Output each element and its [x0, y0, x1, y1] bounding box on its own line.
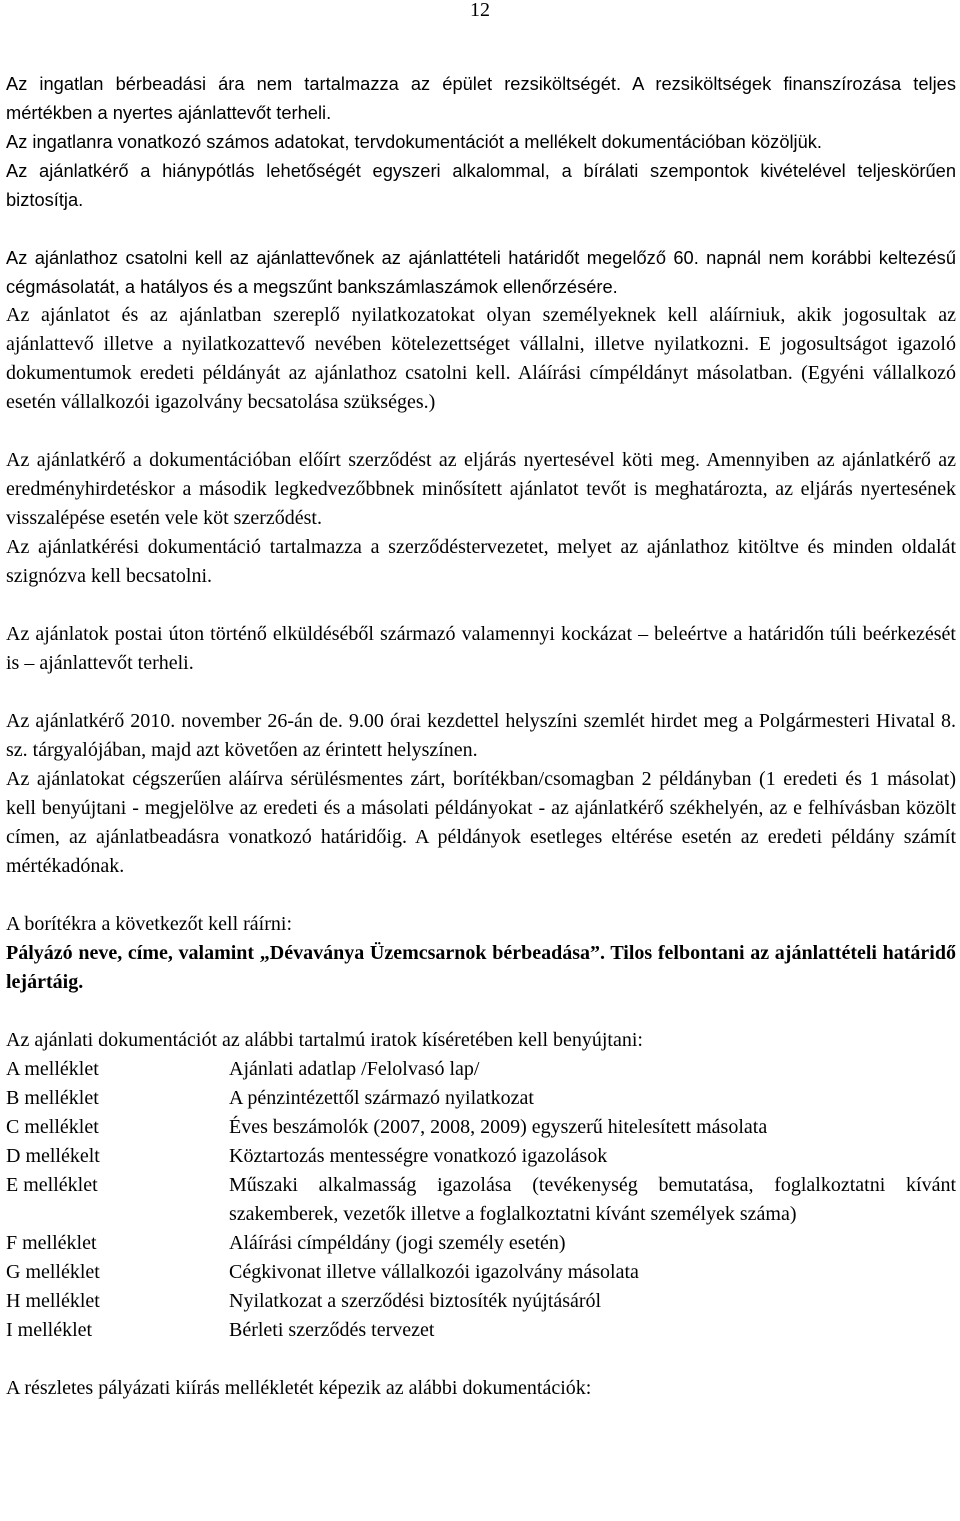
annex-label: D mellékelt — [6, 1145, 100, 1167]
annex-description: Cégkivonat illetve vállalkozói igazolvány másolata — [229, 1261, 639, 1283]
annex-intro: Az ajánlati dokumentációt az alábbi tartalmú iratok kíséretében kell benyújtani: — [6, 1029, 643, 1051]
annex-description: Aláírási címpéldány (jogi személy esetén) — [229, 1232, 566, 1254]
paragraph-postai-kockazat: Az ajánlatok postai úton történő elküldéséből származó valamennyi kockázat – beleértve a határidőn túli beérkezését is – ajánlattevőt terheli. — [6, 623, 956, 674]
paragraph-hianypotlas: Az ajánlatkérő a hiánypótlás lehetőségét egyszeri alkalommal, a bírálati szempontok kivételével teljeskörűen biztosítja. — [6, 160, 956, 210]
paragraph-nyilatkozat: Az ajánlatot és az ajánlatban szereplő nyilatkozatokat olyan személyeknek kell aláírniuk, akik jogosultak az ajánlattevő illetve a nyilatkozattevő nevében kötelezettséget vállalni, illetve nyilatkozni. E jogosultságot igazoló dokumentumok eredeti példányát az ajánlathoz csatolni kell. Aláírási címpéldányt másolatban. (Egyéni vállalkozó esetén vállalkozói igazolvány becsatolása szükséges.) — [6, 304, 956, 413]
annex-description: Műszaki alkalmasság igazolása (tevékenység bemutatása, foglalkoztatni kívánt szakemberek, vezetők illetve a foglalkoztatni kívánt személyek száma) — [229, 1174, 956, 1225]
annex-label: G melléklet — [6, 1261, 100, 1283]
annex-description: A pénzintézettől származó nyilatkozat — [229, 1087, 534, 1109]
annex-row — [6, 1258, 956, 1287]
annex-row — [6, 1287, 956, 1316]
paragraph-benyujtas: Az ajánlatokat cégszerűen aláírva sérülésmentes zárt, borítékban/csomagban 2 példányban (1 eredeti és 1 másolat) kell benyújtani - megjelölve az eredeti és a másolati példányokat - az ajánlatkérő székhelyén, az e felhívásban közölt címen, az ajánlatbeadásra vonatkozó határidőig. A példányok esetleges eltérése esetén az eredeti példány számít mértékadónak. — [6, 768, 956, 877]
annex-row — [6, 1055, 956, 1084]
paragraph-tervdokumentacio: Az ingatlanra vonatkozó számos adatokat, tervdokumentációt a mellékelt dokumentációban közöljük. — [6, 131, 822, 152]
closing-line: A részletes pályázati kiírás mellékletét képezik az alábbi dokumentációk: — [6, 1377, 592, 1399]
paragraph-cegmasolat: Az ajánlathoz csatolni kell az ajánlattevőnek az ajánlattételi határidőt megelőző 60. napnál nem korábbi keltezésű cégmásolatát, a hatályos és a megszűnt bankszámlaszámok ellenőrzésére. — [6, 247, 956, 297]
paragraph-helyszini-szemle: Az ajánlatkérő 2010. november 26-án de. 9.00 órai kezdettel helyszíni szemlét hirdet meg a Polgármesteri Hivatal 8. sz. tárgyalójában, majd azt követően az érintett helyszínen. — [6, 710, 956, 761]
page-number: 12 — [470, 0, 490, 21]
annex-row — [6, 1316, 956, 1345]
envelope-intro: A borítékra a következőt kell ráírni: — [6, 913, 293, 935]
annex-description: Bérleti szerződés tervezet — [229, 1319, 435, 1341]
annex-description: Köztartozás mentességre vonatkozó igazolások — [229, 1145, 608, 1167]
annex-row — [6, 1113, 956, 1142]
annex-row — [6, 1084, 956, 1113]
annex-list — [6, 1055, 956, 1345]
annex-description: Ajánlati adatlap /Felolvasó lap/ — [229, 1058, 480, 1080]
annex-label: E melléklet — [6, 1174, 98, 1196]
annex-label: F melléklet — [6, 1232, 97, 1254]
annex-label: A melléklet — [6, 1058, 99, 1080]
annex-description: Nyilatkozat a szerződési biztosíték nyújtásáról — [229, 1290, 602, 1312]
annex-row — [6, 1229, 956, 1258]
annex-label: C melléklet — [6, 1116, 99, 1138]
paragraph-szerzodestervezet: Az ajánlatkérési dokumentáció tartalmazza a szerződéstervezetet, melyet az ajánlathoz kitöltve és minden oldalát szignózva kell becsatolni. — [6, 536, 956, 587]
paragraph-szerzodes: Az ajánlatkérő a dokumentációban előírt szerződést az eljárás nyertesével köti meg. Amennyiben az ajánlatkérő az eredményhirdetéskor a második legkedvezőbbnek minősített ajánlatot tevőt is meghatározta, az eljárás nyertesének visszalépése esetén vele köt szerződést. — [6, 449, 956, 529]
annex-row — [6, 1142, 956, 1171]
page-content — [6, 69, 956, 1403]
paragraph-rezsi: Az ingatlan bérbeadási ára nem tartalmazza az épület rezsiköltségét. A rezsiköltségek finanszírozása teljes mértékben a nyertes ajánlattevőt terheli. — [6, 73, 956, 123]
envelope-text: Pályázó neve, címe, valamint „Dévaványa Üzemcsarnok bérbeadása”. Tilos felbontani az ajánlattételi határidő lejártáig. — [6, 942, 956, 993]
annex-label: I melléklet — [6, 1319, 93, 1341]
annex-label: H melléklet — [6, 1290, 100, 1312]
annex-description: Éves beszámolók (2007, 2008, 2009) egyszerű hitelesített másolata — [229, 1116, 768, 1138]
annex-label: B melléklet — [6, 1087, 99, 1109]
annex-row — [6, 1171, 956, 1229]
